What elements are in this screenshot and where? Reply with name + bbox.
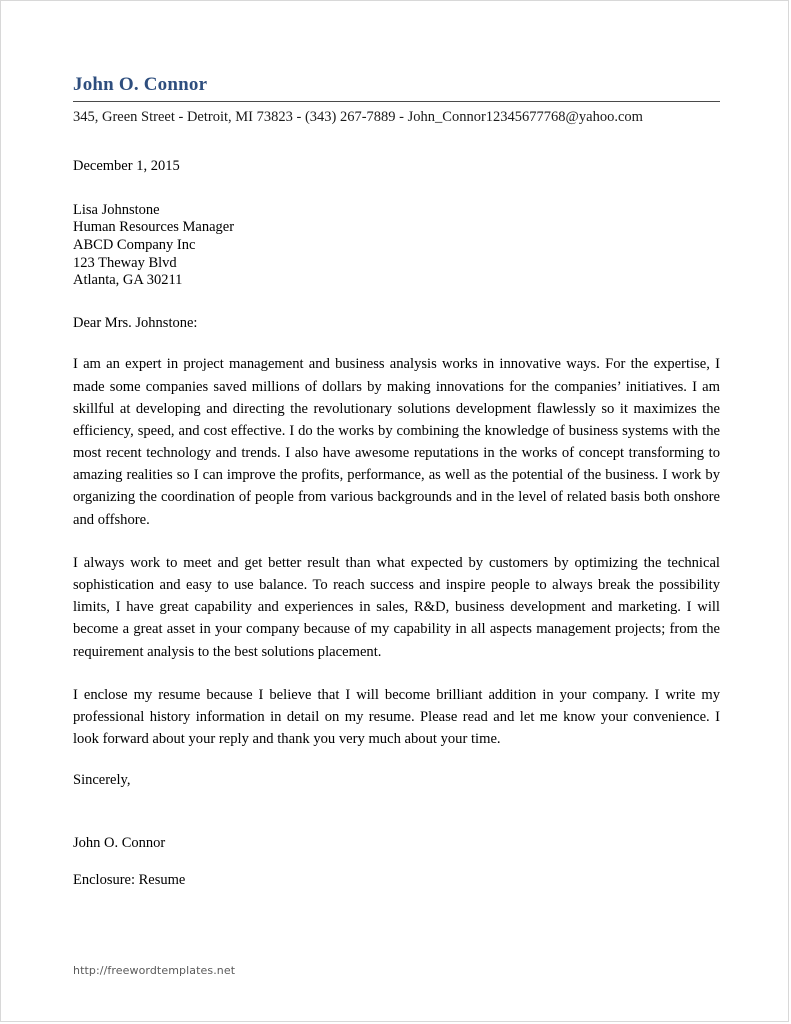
closing-salutation: Sincerely, xyxy=(73,772,131,789)
letterhead xyxy=(73,1,720,126)
recipient-title: Human Resources Manager xyxy=(73,219,235,236)
body-paragraph-3: I enclose my resume because I believe that I will become brilliant addition in your company. I write my professional history information in detail on my resume. Please read and let me know your convenience. I look forward about your reply and thank you very much about your time. xyxy=(73,686,720,748)
body-paragraph-1: I am an expert in project management and business analysis works in innovative ways. For the expertise, I made some companies saved millions of dollars by making innovations for the companies’ initiatives. I am skillful at developing and directing the revolutionary solutions development flawlessly so it maximizes the efficiency, speed, and cost effective. I do the works by combining the knowledge of business systems with the most recent technology and trends. I also have awesome reputations in the works of concept transforming to amazing realities so I can improve the profits, performance, as well as the potential of the business. I work by organizing the coordination of people from various backgrounds and in the level of related basis both onshore and offshore. xyxy=(73,356,720,528)
sender-name: John O. Connor xyxy=(73,74,208,95)
recipient-street: 123 Theway Blvd xyxy=(73,254,177,271)
letter-date: December 1, 2015 xyxy=(73,158,180,175)
enclosure-note: Enclosure: Resume xyxy=(73,871,186,888)
letter-content xyxy=(73,1,720,889)
recipient-name: Lisa Johnstone xyxy=(73,201,160,218)
recipient-company: ABCD Company Inc xyxy=(73,236,196,253)
body-paragraph-2: I always work to meet and get better result than what expected by customers by optimizing the technical sophistication and easy to use balance. To reach success and inspire people to always break the possibility limits, I have great capability and experiences in sales, R&D, business development and marketing. I will become a great asset in your company because of my capability in all aspects management projects; from the requirement analysis to the best solutions placement. xyxy=(73,554,720,660)
recipient-address-block xyxy=(73,202,720,290)
salutation: Dear Mrs. Johnstone: xyxy=(73,314,198,331)
sender-contact-line: 345, Green Street - Detroit, MI 73823 - (343) 267-7889 - John_Connor12345677768@yahoo.com xyxy=(73,108,643,125)
signature-name: John O. Connor xyxy=(73,834,166,851)
letterhead-divider xyxy=(73,101,720,102)
footer-source-url[interactable]: http://freewordtemplates.net xyxy=(73,964,236,977)
recipient-city-state-zip: Atlanta, GA 30211 xyxy=(73,272,183,289)
